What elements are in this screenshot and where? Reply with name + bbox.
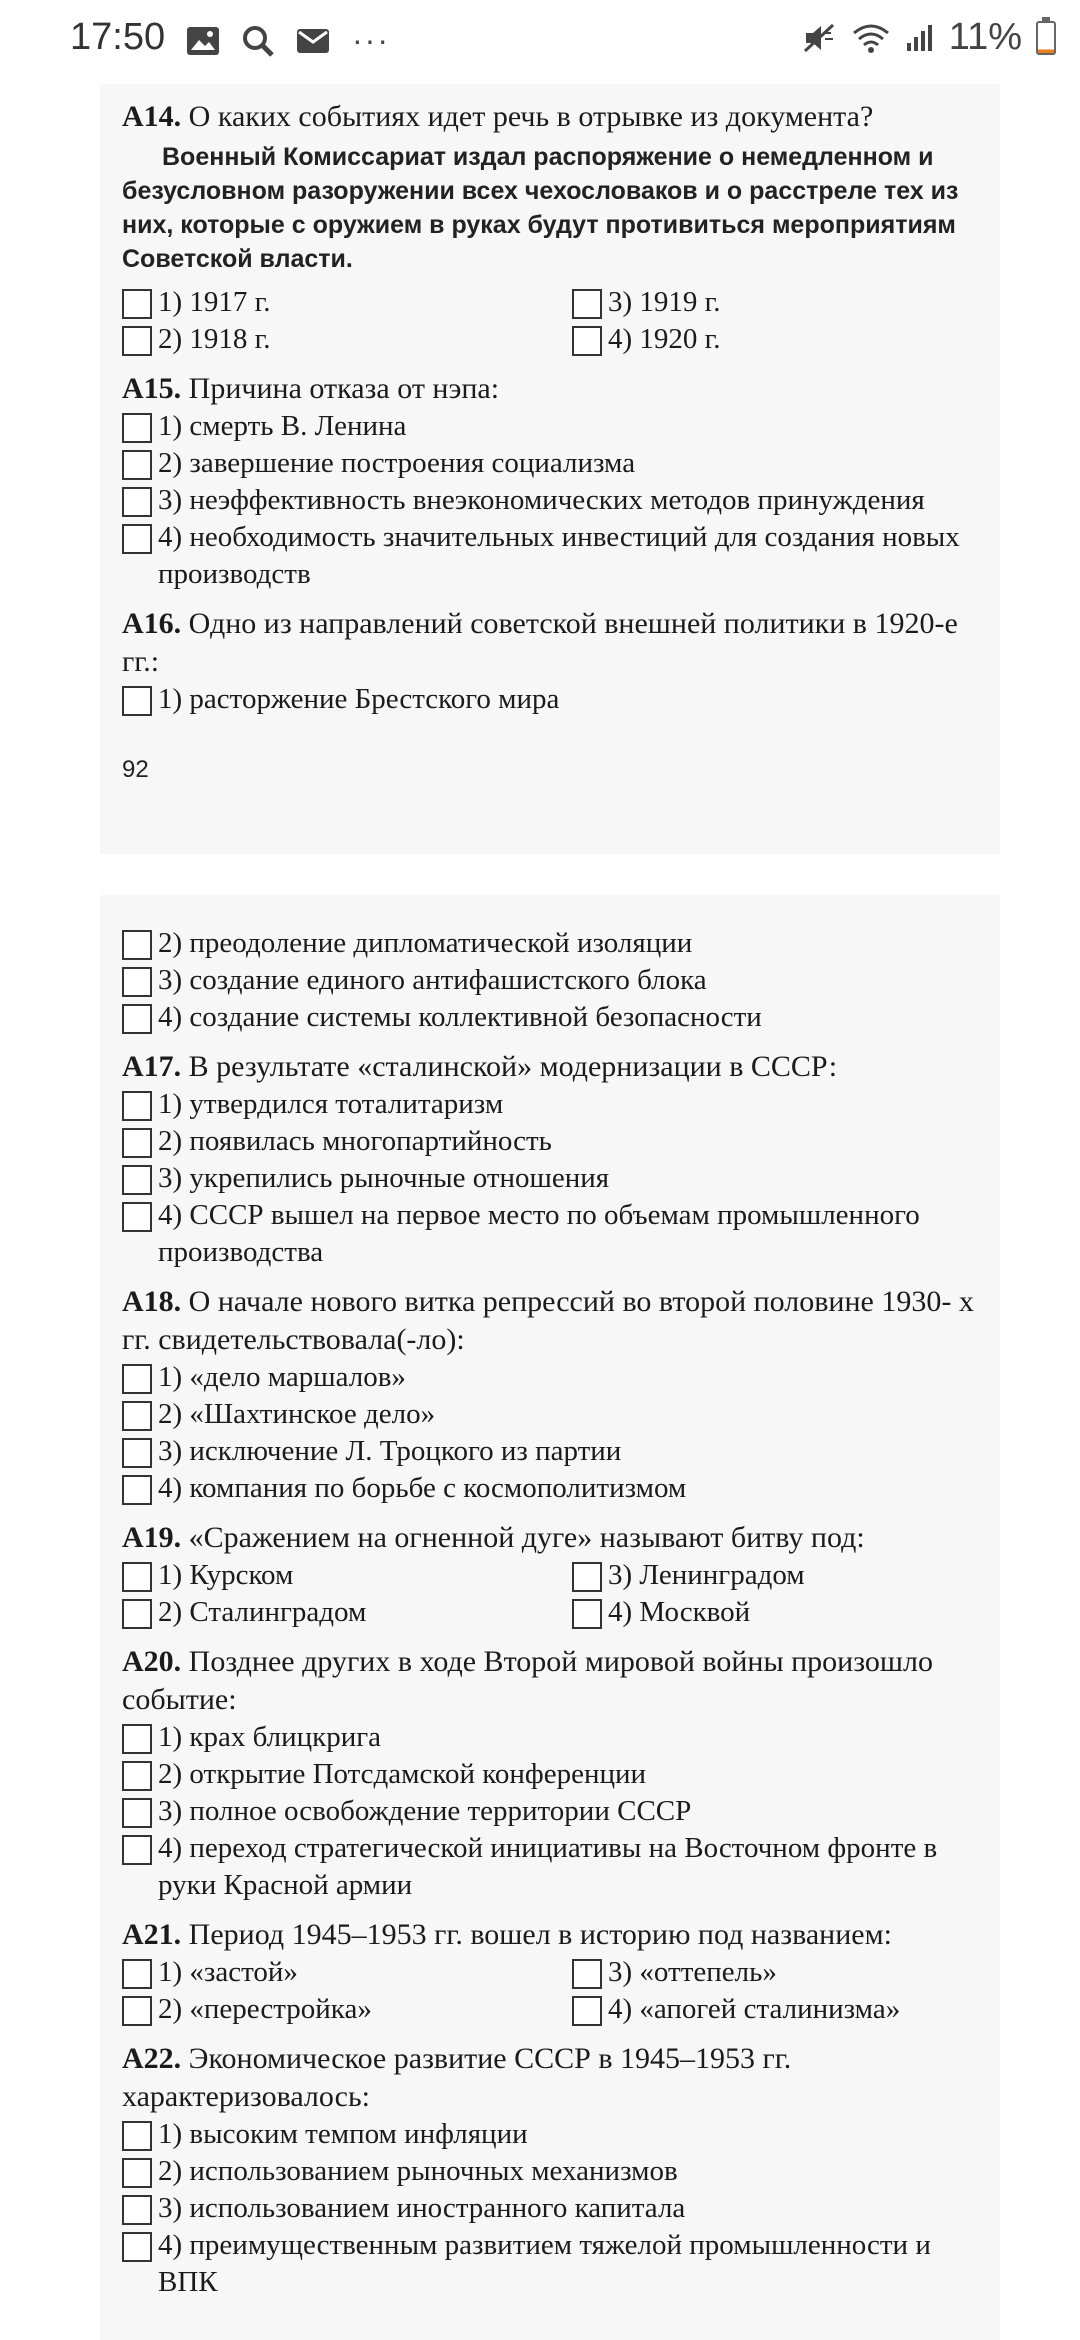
- checkbox[interactable]: [572, 326, 602, 356]
- option[interactable]: 1) крах блицкрига: [122, 1719, 987, 1756]
- question-a19: [122, 1519, 987, 1631]
- checkbox[interactable]: [122, 524, 152, 554]
- checkbox[interactable]: [122, 1835, 152, 1865]
- option[interactable]: 2) преодоление дипломатической изоляции: [122, 925, 987, 962]
- page-number: 92: [122, 756, 149, 783]
- question-a22: [122, 2040, 987, 2301]
- question-a14: [122, 98, 987, 358]
- option[interactable]: 1) расторжение Брестского мира: [122, 681, 987, 718]
- option[interactable]: 3) создание единого антифашистского блока: [122, 962, 987, 999]
- checkbox[interactable]: [572, 289, 602, 319]
- checkbox[interactable]: [122, 289, 152, 319]
- page-gap: [0, 854, 1080, 895]
- question-text: Причина отказа от нэпа:: [188, 372, 500, 405]
- question-number: А17.: [122, 1050, 182, 1083]
- question-number: А20.: [122, 1645, 182, 1678]
- document-page-93: [100, 895, 1000, 2340]
- checkbox[interactable]: [572, 1996, 602, 2026]
- search-icon: [242, 25, 274, 57]
- option[interactable]: 3) неэффективность внеэкономических методов принуждения: [122, 482, 987, 519]
- status-time: 17:50: [70, 16, 166, 58]
- question-a20: [122, 1643, 987, 1904]
- option[interactable]: 4) СССР вышел на первое место по объемам промышленного производства: [122, 1197, 987, 1271]
- option[interactable]: 3) использованием иностранного капитала: [122, 2190, 987, 2227]
- option[interactable]: 1) Курском: [122, 1557, 572, 1594]
- battery-percent: 11%: [948, 16, 1022, 58]
- question-text: В результате «сталинской» модернизации в СССР:: [188, 1050, 838, 1083]
- system-icons: [803, 16, 1056, 59]
- mail-icon: [296, 28, 330, 54]
- option[interactable]: 2) «Шахтинское дело»: [122, 1396, 987, 1433]
- option[interactable]: 2) «перестройка»: [122, 1991, 572, 2028]
- checkbox[interactable]: [122, 1599, 152, 1629]
- option[interactable]: 1) утвердился тоталитаризм: [122, 1086, 987, 1123]
- checkbox[interactable]: [122, 1091, 152, 1121]
- option[interactable]: 3) исключение Л. Троцкого из партии: [122, 1433, 987, 1470]
- question-a16: [122, 605, 987, 718]
- question-number: А19.: [122, 1521, 182, 1554]
- option[interactable]: 4) преимущественным развитием тяжелой промышленности и ВПК: [122, 2227, 987, 2301]
- checkbox[interactable]: [122, 967, 152, 997]
- wifi-icon: [851, 22, 891, 54]
- option[interactable]: 3) «оттепель»: [572, 1954, 1022, 1991]
- checkbox[interactable]: [122, 487, 152, 517]
- option[interactable]: 1) смерть В. Ленина: [122, 408, 987, 445]
- checkbox[interactable]: [122, 930, 152, 960]
- document-page-92: [100, 84, 1000, 854]
- question-text: Позднее других в ходе Второй мировой войны произошло событие:: [122, 1645, 933, 1716]
- checkbox[interactable]: [122, 1401, 152, 1431]
- checkbox[interactable]: [122, 2158, 152, 2188]
- option[interactable]: 3) 1919 г.: [572, 284, 1022, 321]
- document-excerpt: Военный Комиссариат издал распоряжение о немедленном и безусловном разоружении всех чехословаков и о расстреле тех из них, которые с оружием в руках будут противиться мероприятиям Советской власти.: [122, 143, 959, 273]
- checkbox[interactable]: [122, 326, 152, 356]
- option[interactable]: 2) использованием рыночных механизмов: [122, 2153, 987, 2190]
- question-number: А14.: [122, 100, 182, 133]
- checkbox[interactable]: [122, 2121, 152, 2151]
- checkbox[interactable]: [122, 1996, 152, 2026]
- gallery-icon: [186, 26, 220, 56]
- option[interactable]: 2) 1918 г.: [122, 321, 572, 358]
- question-number: А15.: [122, 372, 182, 405]
- option[interactable]: 1) высоким темпом инфляции: [122, 2116, 987, 2153]
- option[interactable]: 1) 1917 г.: [122, 284, 572, 321]
- question-text: О каких событиях идет речь в отрывке из документа?: [188, 100, 874, 133]
- option[interactable]: 2) завершение построения социализма: [122, 445, 987, 482]
- question-a18: [122, 1283, 987, 1507]
- checkbox[interactable]: [122, 1798, 152, 1828]
- option[interactable]: 4) 1920 г.: [572, 321, 1022, 358]
- question-text: Экономическое развитие СССР в 1945–1953 гг. характеризовалось:: [122, 2042, 792, 2113]
- option[interactable]: 3) укрепились рыночные отношения: [122, 1160, 987, 1197]
- options-grid: [122, 284, 987, 358]
- question-a21: [122, 1916, 987, 2028]
- checkbox[interactable]: [122, 1475, 152, 1505]
- checkbox[interactable]: [572, 1562, 602, 1592]
- option[interactable]: 1) «застой»: [122, 1954, 572, 1991]
- checkbox[interactable]: [122, 1724, 152, 1754]
- more-notifications-icon: ···: [352, 22, 390, 58]
- option[interactable]: 4) компания по борьбе с космополитизмом: [122, 1470, 987, 1507]
- signal-icon: [905, 23, 935, 53]
- question-text: Период 1945–1953 гг. вошел в историю под названием:: [188, 1918, 892, 1951]
- question-number: А22.: [122, 2042, 182, 2075]
- checkbox[interactable]: [122, 2232, 152, 2262]
- checkbox[interactable]: [122, 1128, 152, 1158]
- question-number: А16.: [122, 607, 182, 640]
- question-a15: [122, 370, 987, 593]
- option[interactable]: 3) полное освобождение территории СССР: [122, 1793, 987, 1830]
- option[interactable]: 4) Москвой: [572, 1594, 1022, 1631]
- checkbox[interactable]: [122, 1761, 152, 1791]
- option[interactable]: 2) появилась многопартийность: [122, 1123, 987, 1160]
- checkbox[interactable]: [122, 1165, 152, 1195]
- checkbox[interactable]: [122, 1364, 152, 1394]
- options-grid: [122, 1954, 987, 2028]
- mute-icon: [803, 23, 837, 53]
- checkbox[interactable]: [122, 1562, 152, 1592]
- option[interactable]: 4) необходимость значительных инвестиций для создания новых производств: [122, 519, 987, 593]
- option[interactable]: 2) открытие Потсдамской конференции: [122, 1756, 987, 1793]
- checkbox[interactable]: [572, 1959, 602, 1989]
- question-a16-continued: [122, 925, 987, 1036]
- checkbox[interactable]: [122, 1959, 152, 1989]
- question-text: «Сражением на огненной дуге» называют битву под:: [188, 1521, 865, 1554]
- options-grid: [122, 1557, 987, 1631]
- checkbox[interactable]: [122, 413, 152, 443]
- option[interactable]: 4) «апогей сталинизма»: [572, 1991, 1022, 2028]
- checkbox[interactable]: [122, 1438, 152, 1468]
- checkbox[interactable]: [572, 1599, 602, 1629]
- question-text: Одно из направлений советской внешней политики в 1920-е гг.:: [122, 607, 958, 678]
- question-number: А21.: [122, 1918, 182, 1951]
- status-bar: [0, 0, 1080, 84]
- checkbox[interactable]: [122, 2195, 152, 2225]
- option[interactable]: 4) переход стратегической инициативы на Восточном фронте в руки Красной армии: [122, 1830, 987, 1904]
- notification-icons: [186, 22, 390, 59]
- question-number: А18.: [122, 1285, 182, 1318]
- checkbox[interactable]: [122, 1202, 152, 1232]
- option[interactable]: 2) Сталинградом: [122, 1594, 572, 1631]
- checkbox[interactable]: [122, 686, 152, 716]
- checkbox[interactable]: [122, 1004, 152, 1034]
- battery-icon: [1036, 21, 1056, 55]
- question-text: О начале нового витка репрессий во второй половине 1930- х гг. свидетельствовала(-ло):: [122, 1285, 974, 1356]
- checkbox[interactable]: [122, 450, 152, 480]
- option[interactable]: 3) Ленинградом: [572, 1557, 1022, 1594]
- question-a17: [122, 1048, 987, 1271]
- option[interactable]: 1) «дело маршалов»: [122, 1359, 987, 1396]
- option[interactable]: 4) создание системы коллективной безопасности: [122, 999, 987, 1036]
